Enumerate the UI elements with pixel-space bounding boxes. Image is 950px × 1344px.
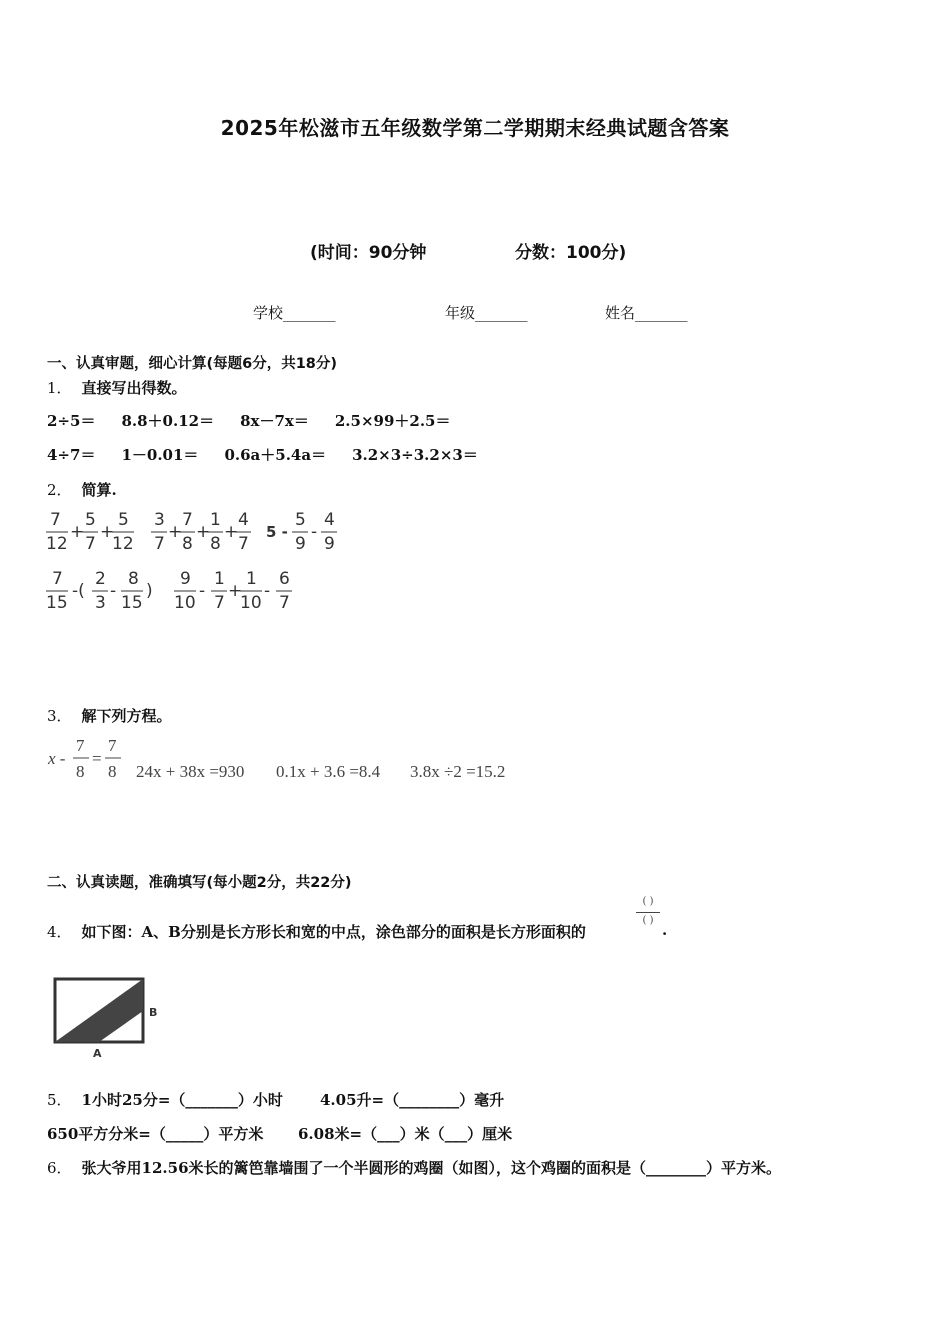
fill-blank-4: 6.08米=（___）米（___）厘米 (298, 1125, 513, 1143)
question-text: 直接写出得数。 (81, 379, 187, 397)
label-a: A (93, 1047, 102, 1060)
frac-num: 8 (128, 569, 139, 589)
operator: + (70, 522, 85, 542)
question-2 (47, 479, 117, 500)
frac-num: 5 (118, 510, 129, 530)
question-1 (47, 377, 187, 398)
fill-blank-3: 650平方分米=（_____）平方米 (47, 1125, 264, 1143)
name-field: 姓名_______ (605, 304, 688, 322)
equation-4: 3.8x ÷2 =15.2 (410, 762, 506, 781)
calc-item: 8.8＋0.12＝ (121, 412, 215, 430)
label-b: B (149, 1006, 158, 1019)
school-field: 学校_______ (253, 304, 336, 322)
frac-num: 7 (76, 736, 85, 755)
fill-blank-2: 4.05升=（________）毫升 (320, 1091, 505, 1109)
operator: + (224, 522, 239, 542)
frac-den: 8 (210, 534, 221, 554)
calc-row-2 (47, 444, 504, 465)
fraction-top: ( ) (642, 896, 654, 907)
calc-item: 0.6a＋5.4a＝ (224, 446, 327, 464)
frac-den: 8 (182, 534, 193, 554)
question-3 (47, 705, 172, 726)
fill-blank-1: 1小时25分=（_______）小时 (81, 1091, 283, 1109)
calc-row-1 (47, 410, 477, 431)
operator: + (196, 522, 211, 542)
operator: ) (146, 581, 153, 601)
operator: - (311, 522, 318, 542)
document-title: 2025年松滋市五年级数学第二学期期末经典试题含答案 (220, 116, 730, 140)
question-number: 2． (47, 481, 72, 499)
frac-den: 8 (76, 762, 85, 781)
calc-item: 3.2×3÷3.2×3＝ (352, 446, 478, 464)
frac-den: 15 (46, 593, 68, 613)
frac-num: 7 (52, 569, 63, 589)
equation-2: 24x + 38x =930 (136, 762, 245, 781)
operator: + (100, 522, 115, 542)
frac-num: 1 (210, 510, 221, 530)
operator: + (228, 581, 243, 601)
question-6 (47, 1157, 781, 1178)
frac-den: 8 (108, 762, 117, 781)
frac-num: 1 (214, 569, 225, 589)
operator: -( (72, 581, 85, 601)
frac-den: 7 (214, 593, 225, 613)
frac-num: 1 (246, 569, 257, 589)
exam-score: 分数：100分) (515, 243, 627, 263)
fraction-bottom: ( ) (642, 915, 654, 926)
answer-fraction (636, 896, 660, 927)
frac-den: 10 (240, 593, 262, 613)
question-number: 3． (47, 707, 72, 725)
frac-den: 10 (174, 593, 196, 613)
question-number: 6． (47, 1159, 72, 1177)
fraction-bar (636, 912, 660, 913)
calc-item: 2.5×99＋2.5＝ (334, 412, 451, 430)
question-text: 张大爷用12.56米长的篱笆靠墙围了一个半圆形的鸡圈（如图），这个鸡圈的面积是（________）平方米。 (81, 1159, 782, 1177)
frac-num: 4 (324, 510, 335, 530)
frac-den: 7 (279, 593, 290, 613)
calc-item: 1－0.01＝ (121, 446, 199, 464)
frac-num: 2 (95, 569, 106, 589)
frac-den: 3 (95, 593, 106, 613)
equation-list (40, 732, 560, 787)
grade-field: 年级_______ (445, 304, 528, 322)
question-text: 简算. (81, 481, 117, 499)
equation-3: 0.1x + 3.6 =8.4 (276, 762, 381, 781)
shaded-region (55, 979, 143, 1042)
question-text: 如下图：A、B分别是长方形长和宽的中点，涂色部分的面积是长方形面积的 (81, 923, 586, 941)
frac-den: 7 (154, 534, 165, 554)
question-text: 解下列方程。 (81, 707, 172, 725)
frac-den: 12 (112, 534, 134, 554)
operator: - (264, 581, 271, 601)
frac-den: 12 (46, 534, 68, 554)
eq-lead: x - (48, 749, 66, 768)
question-number: 1． (47, 379, 72, 397)
frac-den: 7 (85, 534, 96, 554)
frac-den: 15 (121, 593, 143, 613)
frac-num: 6 (279, 569, 290, 589)
frac-den: 9 (324, 534, 335, 554)
frac-den: 9 (295, 534, 306, 554)
operator: + (168, 522, 183, 542)
question-5 (47, 1089, 283, 1110)
lead-term: 5 - (266, 523, 288, 541)
calc-item: 8x－7x＝ (240, 412, 309, 430)
frac-num: 5 (85, 510, 96, 530)
operator: - (199, 581, 206, 601)
section-2-heading: 二、认真读题，准确填写(每小题2分，共22分) (47, 875, 352, 891)
frac-num: 3 (154, 510, 165, 530)
exam-time: (时间：90分钟 (310, 243, 427, 263)
simplify-expressions (40, 505, 540, 615)
equals-sign: = (92, 749, 102, 768)
calc-item: 2÷5＝ (47, 412, 96, 430)
frac-num: 5 (295, 510, 306, 530)
calc-item: 4÷7＝ (47, 446, 96, 464)
operator: - (110, 581, 117, 601)
question-number: 5． (47, 1091, 72, 1109)
section-1-heading: 一、认真审题，细心计算(每题6分，共18分) (47, 356, 338, 372)
question-end: . (662, 921, 668, 939)
frac-num: 7 (50, 510, 61, 530)
frac-num: 7 (108, 736, 117, 755)
rectangle-diagram (50, 972, 165, 1062)
question-4 (47, 921, 586, 942)
frac-den: 7 (238, 534, 249, 554)
frac-num: 4 (238, 510, 249, 530)
frac-num: 9 (180, 569, 191, 589)
question-number: 4． (47, 923, 72, 941)
frac-num: 7 (182, 510, 193, 530)
